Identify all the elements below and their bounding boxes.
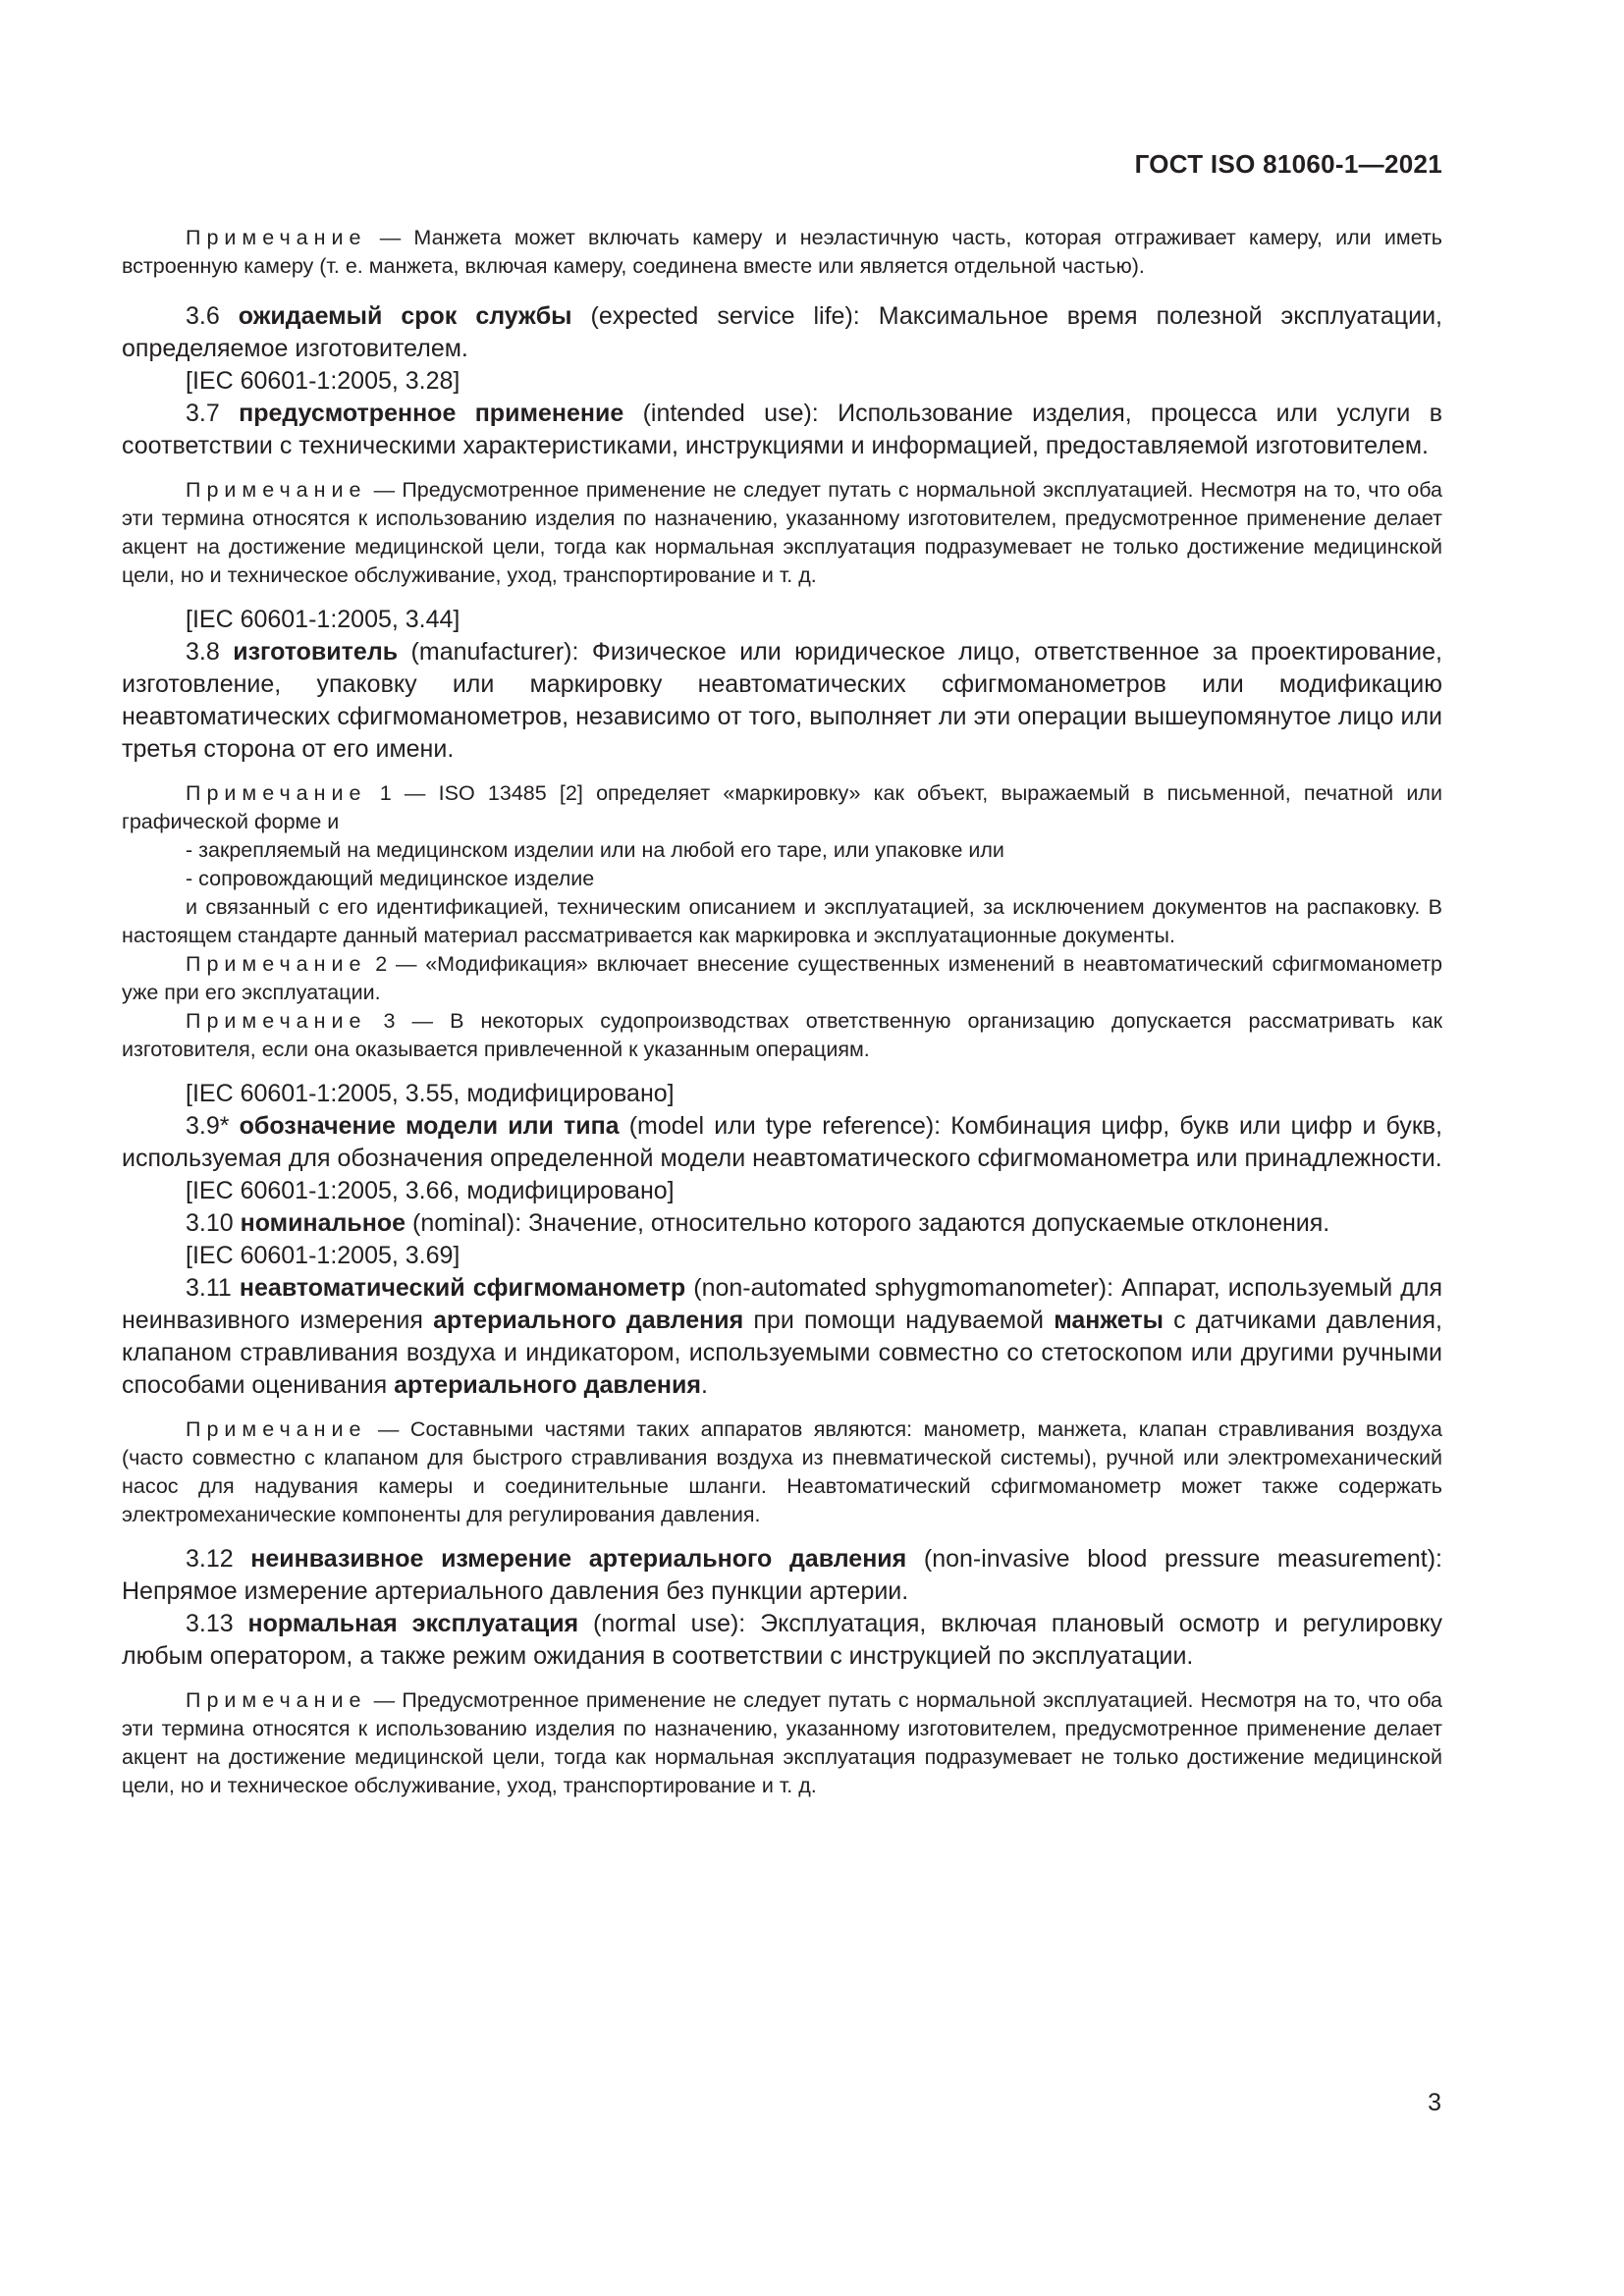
note-3-13 [122, 1686, 1442, 1800]
term-title: неинвазивное измерение артериального давления [250, 1545, 907, 1573]
note-3-8-1 [122, 779, 1442, 836]
term-link: артериального давления [433, 1307, 744, 1334]
term-definition: (model или type reference): Комбинация цифр, букв или цифр и букв, используемая для обозначения определенной модели неавтоматического сфигмоманометра или принадлежности. [122, 1112, 1442, 1172]
document-header: ГОСТ ISO 81060-1—2021 [1134, 149, 1442, 179]
note-text: — Предусмотренное применение не следует путать с нормальной эксплуатацией. Несмотря на то, что оба эти термина относятся к использованию изделия по назначению, указанному изготовителем, предусмотренное применение делает акцент на достижение медицинской цели, тогда как нормальная эксплуатация подразумевает не только достижение медицинской цели, но и техническое обслуживание, уход, транспортирование и т. д. [122, 1688, 1442, 1797]
term-definition: (expected service life): Максимальное время полезной эксплуатации, определяемое изготовителем. [122, 302, 1442, 362]
term-definition: (intended use): Использование изделия, процесса или услуги в соответствии с техническими характеристиками, инструкциями и информацией, предоставляемой изготовителем. [122, 400, 1442, 459]
note-number: 2 [366, 952, 388, 976]
term-number: 3.13 [186, 1610, 248, 1637]
term-number: 3.12 [186, 1545, 251, 1573]
term-3-12 [122, 1543, 1442, 1608]
note-text: — ISO 13485 [2] определяет «маркировку» как объект, выражаемый в письменной, печатной или графической форме и [122, 781, 1442, 833]
term-title: предусмотренное применение [239, 400, 624, 427]
term-title: номинальное [240, 1209, 406, 1237]
term-title: обозначение модели или типа [239, 1112, 620, 1140]
note-label: Примечание [186, 226, 367, 249]
note-text: — Манжета может включать камеру и неэластичную часть, которая отграживает камеру, или иметь встроенную камеру (т. е. манжета, включая камеру, соединена вместе или является отдельной частью). [122, 226, 1442, 278]
note-3-8-3 [122, 1007, 1442, 1064]
list-item: - сопровождающий медицинское изделие [186, 867, 595, 890]
term-3-7 [122, 398, 1442, 462]
note-label: Примечание [186, 478, 367, 502]
note-text: — Составными частями таких аппаратов являются: манометр, манжета, клапан стравливания воздуха (часто совместно с клапаном для быстрого стравливания воздуха из пневматической системы), ручной или электромеханический насос для надувания камеры и соединительные шланги. Неавтоматический сфигмоманометр может также содержать электромеханические компоненты для регулирования давления. [122, 1417, 1442, 1526]
term-definition: (normal use): Эксплуатация, включая плановый осмотр и регулировку любым оператором, а также режим ожидания в соответствии с инструкцией по эксплуатации. [122, 1610, 1442, 1670]
ref-3-7: [IEC 60601-1:2005, 3.44] [186, 606, 460, 633]
term-definition: (non-automated sphygmomanometer): Аппарат, используемый для неинвазивного измерения [122, 1274, 1443, 1334]
note-label: Примечание [186, 781, 367, 805]
note-number: 3 [366, 1009, 396, 1033]
note-label: Примечание [186, 952, 367, 976]
term-title: неавтоматический сфигмоманометр [239, 1274, 686, 1302]
note-3-8-2 [122, 950, 1442, 1007]
note-cuff [122, 224, 1442, 281]
term-definition: (manufacturer): Физическое или юридическое лицо, ответственное за проектирование, изготовление, упаковку или маркировку неавтоматических сфигмоманометров или модификацию неавтоматических сфигмоманометров, независимо от того, выполняет ли эти операции вышеупомянутое лицо или третья сторона от его имени. [122, 638, 1442, 763]
note-label: Примечание [186, 1417, 367, 1441]
note-3-8-1-cont: и связанный с его идентификацией, техническим описанием и эксплуатацией, за исключением документов на распаковку. В настоящем стандарте данный материал рассматривается как маркировка и эксплуатационные документы. [122, 895, 1442, 947]
term-3-6 [122, 300, 1442, 365]
list-item: - закрепляемый на медицинском изделии или на любой его таре, или упаковке или [186, 838, 1004, 862]
term-number: 3.6 [186, 302, 239, 330]
note-text: — Предусмотренное применение не следует путать с нормальной эксплуатацией. Несмотря на то, что оба эти термина относятся к использованию изделия по назначению, указанному изготовителем, предусмотренное применение делает акцент на достижение медицинской цели, тогда как нормальная эксплуатация подразумевает не только достижение медицинской цели, но и техническое обслуживание, уход, транспортирование и т. д. [122, 478, 1442, 587]
term-3-9 [122, 1110, 1442, 1175]
term-3-8 [122, 636, 1442, 766]
term-3-13 [122, 1608, 1442, 1673]
term-number: 3.8 [186, 638, 234, 666]
term-definition: при помощи надуваемой [743, 1307, 1055, 1334]
note-text: — «Модификация» включает внесение существенных изменений в неавтоматический сфигмоманометр уже при его эксплуатации. [122, 952, 1442, 1004]
note-number: 1 [366, 781, 392, 805]
note-3-7 [122, 476, 1442, 590]
note-label: Примечание [186, 1009, 367, 1033]
term-title: ожидаемый срок службы [238, 302, 572, 330]
term-number: 3.9* [186, 1112, 240, 1140]
term-definition: . [700, 1371, 708, 1399]
term-3-11 [122, 1272, 1442, 1402]
term-title: нормальная эксплуатация [247, 1610, 579, 1637]
term-title: изготовитель [233, 638, 399, 666]
ref-3-9: [IEC 60601-1:2005, 3.66, модифицировано] [186, 1177, 675, 1204]
page-number: 3 [1428, 2089, 1441, 2116]
ref-3-8: [IEC 60601-1:2005, 3.55, модифицировано] [186, 1080, 675, 1107]
term-number: 3.10 [186, 1209, 241, 1237]
note-3-11 [122, 1415, 1442, 1529]
term-definition: (non-invasive blood pressure measurement): Непрямое измерение артериального давления без пункции артерии. [122, 1545, 1442, 1605]
ref-3-6: [IEC 60601-1:2005, 3.28] [186, 367, 460, 395]
note-text: — В некоторых судопроизводствах ответственную организацию допускается рассматривать как изготовителя, если она оказывается привлеченной к указанным операциям. [122, 1009, 1443, 1061]
term-number: 3.7 [186, 400, 240, 427]
term-link: манжеты [1054, 1307, 1164, 1334]
page-content [122, 224, 1442, 1800]
term-3-10 [122, 1207, 1442, 1240]
ref-3-10: [IEC 60601-1:2005, 3.69] [186, 1242, 460, 1269]
note-label: Примечание [186, 1688, 367, 1712]
term-definition: с датчиками давления, клапаном стравливания воздуха и индикатором, используемыми совместно со стетоскопом или другими ручными способами оценивания [122, 1307, 1442, 1399]
term-link: артериального давления [394, 1371, 701, 1399]
term-definition: (nominal): Значение, относительно которого задаются допускаемые отклонения. [406, 1209, 1330, 1237]
term-number: 3.11 [186, 1274, 240, 1302]
